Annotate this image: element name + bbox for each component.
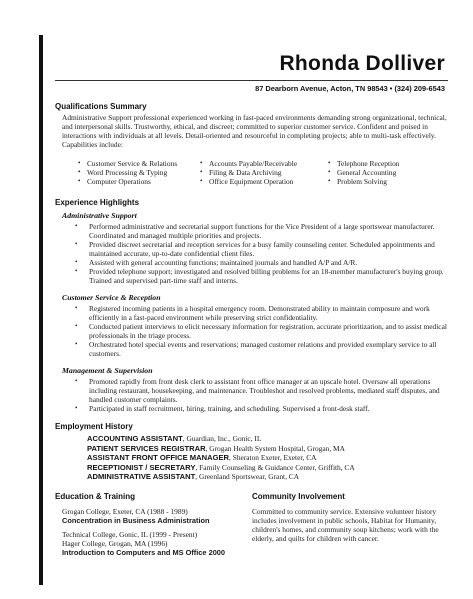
skill-item: Filing & Data Archiving [209,168,282,177]
bullet-icon: • [75,222,78,230]
education-line: Technical College, Gonic, IL (1999 - Present) [62,530,198,539]
bullet-icon: • [200,177,203,185]
skill-item: Office Equipment Operation [209,177,294,186]
skills-row [78,159,458,168]
skill-item: Word Processing & Typing [87,168,168,177]
list-item [87,472,355,482]
job-detail: , Sheraton Exeter, Exeter, CA [229,453,317,463]
bullet-icon: • [75,304,78,312]
experience-bullet-list [75,222,455,285]
bullet-icon: • [328,159,331,167]
experience-subheading: Administrative Support [62,211,137,220]
job-detail: , Guardian, Inc., Gonic, IL [182,434,262,443]
qualifications-heading: Qualifications Summary [55,102,147,111]
header-divider [55,80,448,81]
list-item: • Participated in staff recruitment, hiring, training, and scheduling. Supervised a front-desk staff. [75,404,370,413]
skills-row [78,177,458,186]
skills-grid [78,159,458,186]
employment-list [87,434,355,482]
contact-address: 87 Dearborn Avenue, Acton, TN 98543 • (324) 209-6543 [255,84,445,93]
bullet-icon: • [78,159,81,167]
list-item: • Provided telephone support; investigated and resolved billing problems for an 18-member manufacturer's buying group. Trained and supervised part-time staff and interns. [75,267,444,285]
bullet-icon: • [200,168,203,176]
experience-subheading: Management & Supervision [62,366,153,375]
list-item [87,434,355,444]
list-item [87,444,355,454]
experience-bullet-list [75,304,455,358]
education-line: Grogan College, Exeter, CA (1988 - 1989) [62,507,188,516]
list-item: • Provided discreet secretarial and reception services for a busy family counseling center. Scheduled appointments and maintained accurate, up-to-date confidential client files. [75,240,435,258]
skill-item: General Accounting [337,168,397,177]
qualifications-summary: Administrative Support professional experienced working in fast-paced environments demanding strong organizational, technical, and interpersonal skills. Trustworthy, ethical, and discreet; committed to superior customer service. Confident and poised in interactions with individuals at all levels. Detail-oriented and resourceful in completing projects; able to multi-task effectively. Capabilities include: [62,113,447,149]
bullet-icon: • [78,177,81,185]
job-title: ACCOUNTING ASSISTANT [87,434,183,443]
job-title: PATIENT SERVICES REGISTRAR [87,443,206,453]
job-detail: , Family Counseling & Guidance Center, Griffith, CA [195,462,355,472]
job-title: ASSISTANT FRONT OFFICE MANAGER [87,453,230,463]
education-heading: Education & Training [55,492,136,501]
skill-item: Problem Solving [337,177,387,186]
bullet-icon: • [75,258,78,266]
community-text: Committed to community service. Extensive volunteer history includes involvement in public schools, Habitat for Humanity, children's homes, and community soup kitchens; work with the elderly, and quilts for children with cancer. [252,507,439,543]
candidate-name: Rhonda Dolliver [279,52,445,75]
bullet-icon: • [75,377,78,385]
experience-bullet-list [75,377,455,413]
job-title: RECEPTIONIST / SECRETARY [87,462,196,472]
list-item [87,463,355,473]
skill-item: Computer Operations [87,177,151,186]
skill-item: Customer Service & Relations [87,159,178,168]
experience-heading: Experience Highlights [55,198,140,207]
job-title: ADMINISTRATIVE ASSISTANT [87,472,196,482]
left-accent-bar [39,35,43,585]
education-line: Introduction to Computers and MS Office 2000 [62,548,226,557]
experience-subheading: Customer Service & Reception [62,293,161,302]
employment-heading: Employment History [55,422,133,431]
bullet-icon: • [75,240,78,248]
list-item: • Assisted with general accounting functions; maintained journals and handled A/P and A/R. [75,258,358,267]
skill-item: Telephone Reception [337,159,400,168]
list-item: • Registered incoming patients in a hospital emergency room. Demonstrated ability to maintain composure and work efficiently in a fast-paced environment while preserving strict confidentiality. [75,304,430,322]
education-line: Hager College, Grogan, MA (1996) [62,539,168,548]
bullet-icon: • [75,404,78,412]
bullet-icon: • [328,177,331,185]
skill-item: Accounts Payable/Receivable [209,159,298,168]
bullet-icon: • [75,340,78,348]
bullet-icon: • [75,322,78,330]
education-line: Concentration in Business Administration [62,516,210,525]
list-item: • Orchestrated hotel special events and reservations; managed customer relations and provided exemplary service to all customers. [75,340,437,358]
community-heading: Community Involvement [252,492,345,501]
job-detail: , Greenland Sportswear, Grant, CA [195,472,300,482]
bullet-icon: • [200,159,203,167]
list-item: • Conducted patient interviews to elicit necessary information for registration, accurate prioritization, and to assist medical professionals in the triage process. [75,322,447,340]
bullet-icon: • [328,168,331,176]
list-item: • Promoted rapidly from front desk clerk to assistant front office manager at an upscale hotel. Oversaw all operations including restaurant, housekeeping, and maintenance. Troubleshot and resolved problems, mediated staff disputes, and handled customer complaints. [75,377,440,404]
bullet-icon: • [78,168,81,176]
job-detail: , Grogan Health System Hospital, Grogan, MA [205,443,345,453]
skills-row [78,168,458,177]
list-item [87,453,355,463]
list-item: • Performed administrative and secretarial support functions for the Vice President of a large sportswear manufacturer. Coordinated and managed multiple priorities and projects. [75,222,435,240]
bullet-icon: • [75,267,78,275]
